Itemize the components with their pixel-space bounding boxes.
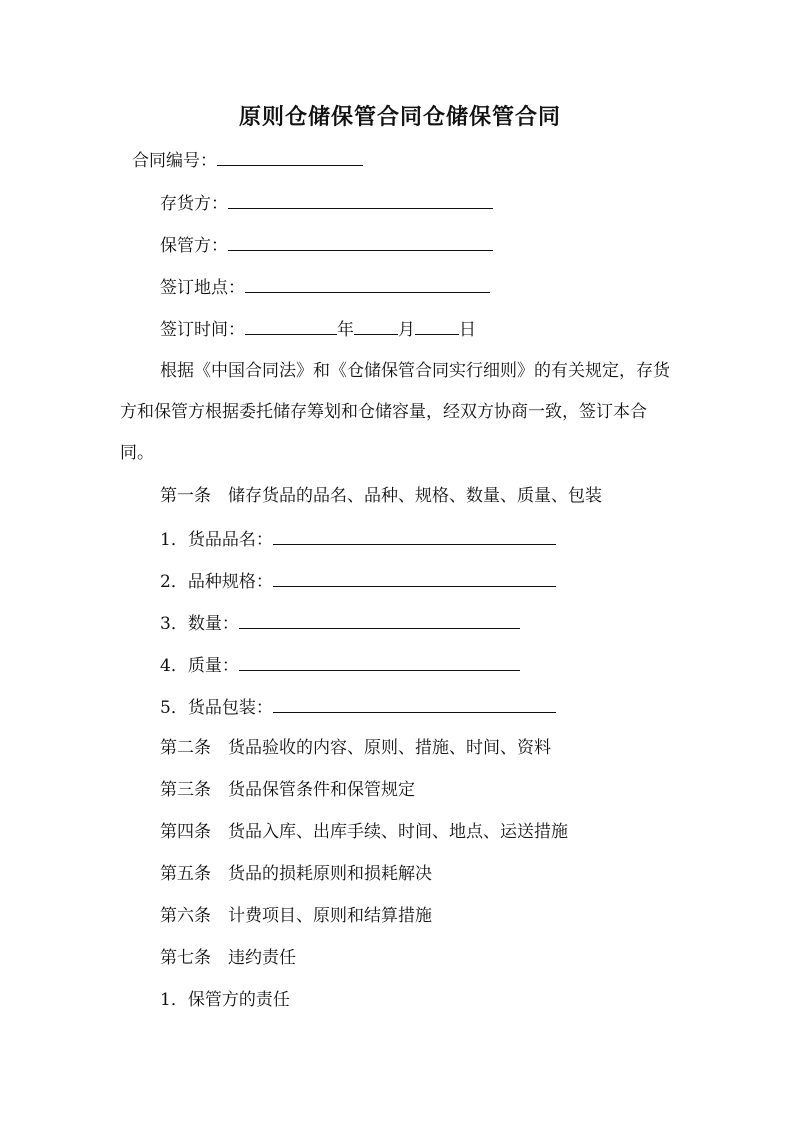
item-label: 2．品种规格：: [160, 572, 273, 592]
sign-place-label: 签订地点：: [160, 278, 245, 298]
sign-place-blank[interactable]: [245, 274, 490, 293]
day-label: 日: [459, 320, 476, 340]
item-label: 3．数量：: [160, 614, 239, 634]
article7-item1: 1．保管方的责任: [160, 990, 290, 1010]
article1-heading: 第一条 储存货品的品名、品种、规格、数量、质量、包装: [160, 486, 602, 506]
month-label: 月: [398, 320, 415, 340]
article6-heading: 第六条 计费项目、原则和结算措施: [160, 906, 432, 926]
goods-name-blank[interactable]: [273, 526, 556, 545]
sign-time-label: 签订时间：: [160, 320, 245, 340]
contract-number-blank[interactable]: [217, 147, 363, 166]
depositor-blank[interactable]: [228, 190, 493, 209]
quality-blank[interactable]: [239, 652, 520, 671]
contract-number-row: [132, 147, 363, 173]
preamble-text: 根据《中国合同法》和《仓储保管合同实行细则》的有关规定，存货方和保管方根据委托储存筹划和仓储容量，经双方协商一致，签订本合同。: [120, 361, 670, 463]
year-label: 年: [337, 320, 354, 340]
packaging-blank[interactable]: [273, 694, 556, 713]
article1-item-spec: [160, 568, 556, 594]
item-label: 4．质量：: [160, 656, 239, 676]
depositor-label: 存货方：: [160, 194, 228, 214]
quantity-blank[interactable]: [239, 610, 520, 629]
article1-item-packaging: [160, 694, 556, 720]
depositor-row: [160, 190, 493, 216]
sign-year-blank[interactable]: [245, 316, 337, 335]
article1-item-name: [160, 526, 556, 552]
contract-number-label: 合同编号：: [132, 151, 217, 171]
article3-heading: 第三条 货品保管条件和保管规定: [160, 780, 415, 800]
article7-heading: 第七条 违约责任: [160, 948, 296, 968]
sign-day-blank[interactable]: [415, 316, 459, 335]
article4-heading: 第四条 货品入库、出库手续、时间、地点、运送措施: [160, 822, 568, 842]
goods-spec-blank[interactable]: [273, 568, 556, 587]
sign-month-blank[interactable]: [354, 316, 398, 335]
custodian-blank[interactable]: [228, 232, 493, 251]
item-label: 1．货品品名：: [160, 530, 273, 550]
item-label: 5．货品包装：: [160, 698, 273, 718]
sign-time-row: [160, 316, 476, 342]
article5-heading: 第五条 货品的损耗原则和损耗解决: [160, 864, 432, 884]
document-title: 原则仓储保管合同仓储保管合同: [238, 104, 561, 130]
sign-place-row: [160, 274, 490, 300]
preamble-paragraph: [120, 351, 680, 474]
article1-item-quantity: [160, 610, 520, 636]
article1-item-quality: [160, 652, 520, 678]
custodian-label: 保管方：: [160, 236, 228, 256]
article2-heading: 第二条 货品验收的内容、原则、措施、时间、资料: [160, 738, 551, 758]
custodian-row: [160, 232, 493, 258]
